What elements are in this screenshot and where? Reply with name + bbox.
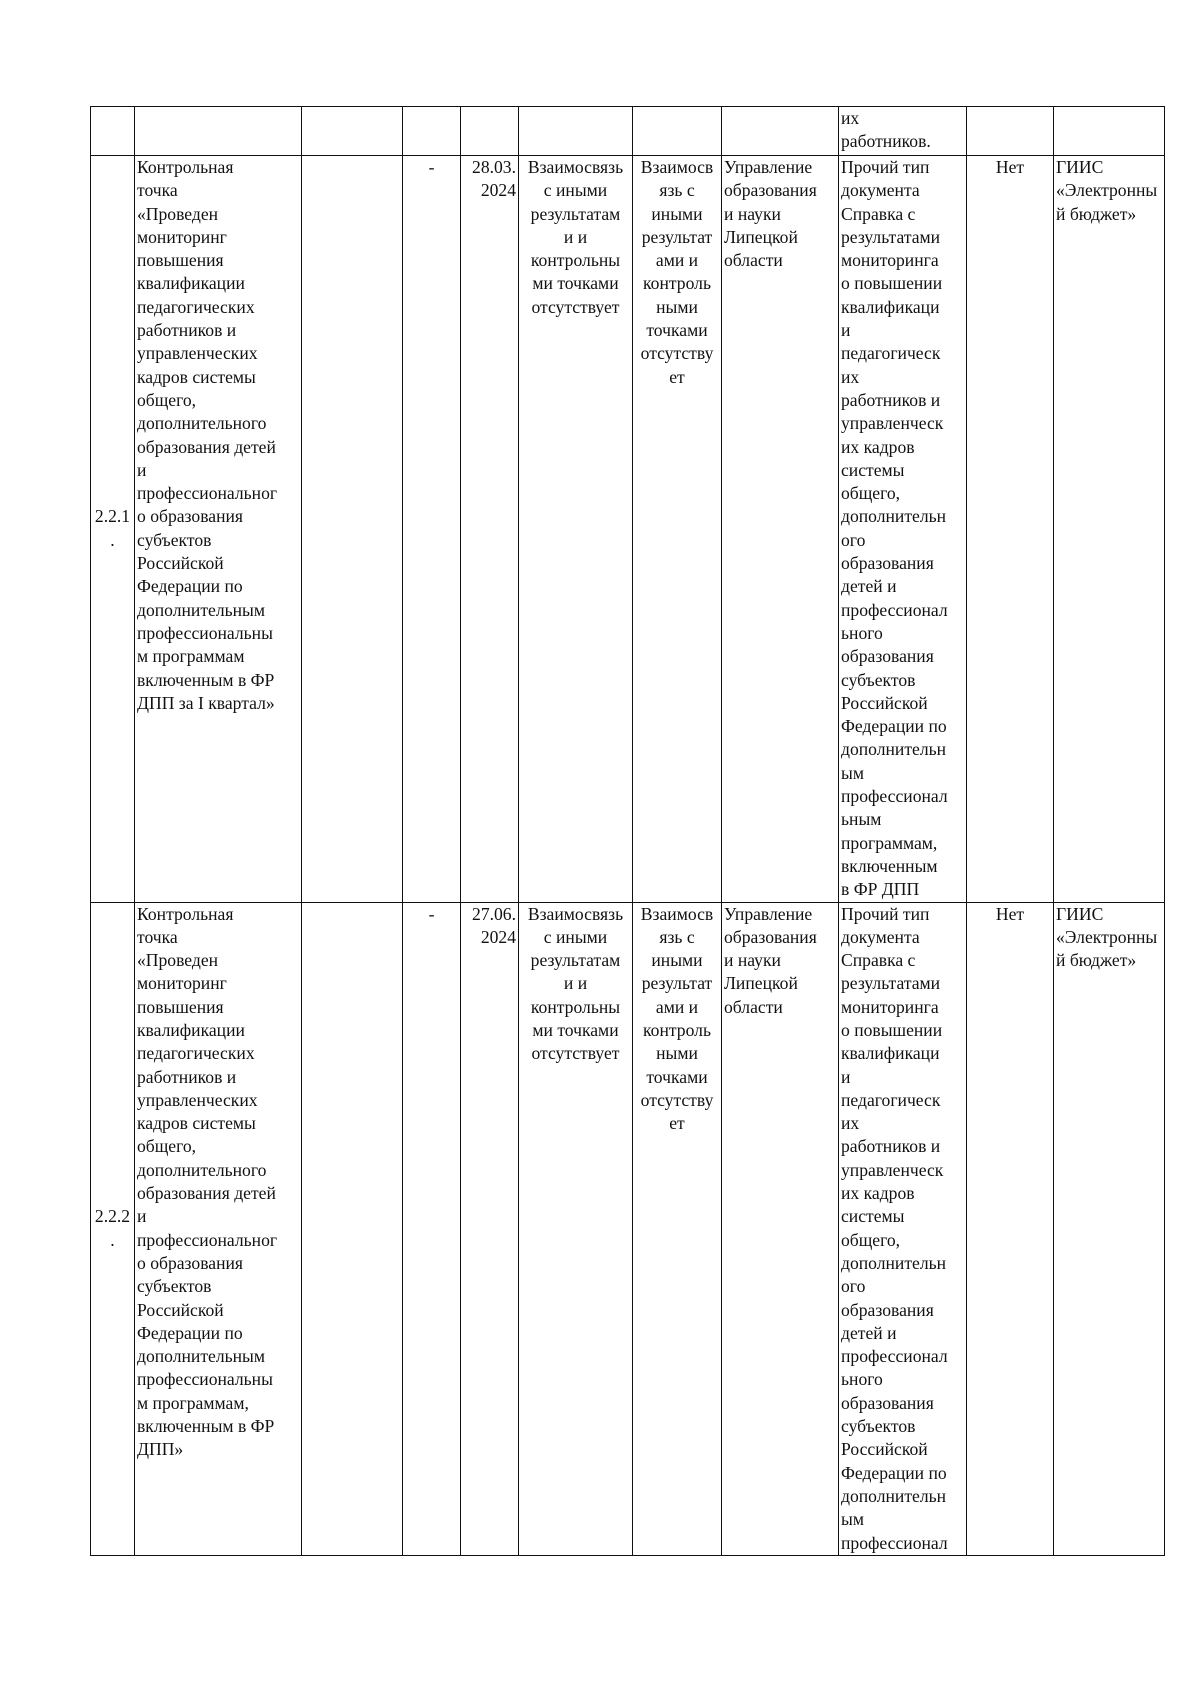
row-name: Контрольная точка «Проведен мониторинг повышения квалификации педагогических работников и управленческих кадров системы общего, дополнительного образования детей и профессиональног о образования субъектов Российской Федерации по дополнительным профессиональны м программам включенным в ФР ДПП за I квартал» [135, 156, 302, 903]
cell-link-points [633, 107, 722, 156]
cell-number [91, 107, 135, 156]
row-document: Прочий тип документа Справка с результатами мониторинга о повышении квалификаци и педагогическ их работников и управленческ их кадров системы общего, дополнительн ого образования детей и профессионал ьного образования субъектов Российской Федерации по дополнительн ым профессионал [839, 902, 967, 1555]
control-points-table [90, 106, 1165, 1556]
table-row [91, 902, 1165, 1555]
row-flag: Нет [967, 902, 1054, 1555]
row-link-results: Взаимосвязь с иными результатам и и контрольны ми точками отсутствует [519, 902, 633, 1555]
row-number: 2.2.2 . [91, 902, 135, 1555]
row-responsible: Управление образования и науки Липецкой области [722, 902, 839, 1555]
row-name: Контрольная точка «Проведен мониторинг повышения квалификации педагогических работников и управленческих кадров системы общего, дополнительного образования детей и профессиональног о образования субъектов Российской Федерации по дополнительным профессиональны м программам, включенным в ФР ДПП» [135, 902, 302, 1555]
cell-empty [302, 107, 403, 156]
row-dash: - [403, 156, 461, 903]
cell-dash [403, 107, 461, 156]
table-row-continuation [91, 107, 1165, 156]
row-flag: Нет [967, 156, 1054, 903]
table-row [91, 156, 1165, 903]
cell-responsible [722, 107, 839, 156]
row-number: 2.2.1 . [91, 156, 135, 903]
cell-system [1054, 107, 1165, 156]
row-document: Прочий тип документа Справка с результатами мониторинга о повышении квалификаци и педагогическ их работников и управленческ их кадров системы общего, дополнительн ого образования детей и профессионал ьного образования субъектов Российской Федерации по дополнительн ым профессионал ьным программам, включенным в ФР ДПП [839, 156, 967, 903]
cell-name [135, 107, 302, 156]
cell-flag [967, 107, 1054, 156]
row-dash: - [403, 902, 461, 1555]
row-empty [302, 902, 403, 1555]
row-date: 28.03. 2024 [461, 156, 519, 903]
row-date: 27.06. 2024 [461, 902, 519, 1555]
row-system: ГИИС «Электронны й бюджет» [1054, 902, 1165, 1555]
row-link-results: Взаимосвязь с иными результатам и и контрольны ми точками отсутствует [519, 156, 633, 903]
row-empty [302, 156, 403, 903]
row-link-points: Взаимосв язь с иными результат ами и контроль ными точками отсутству ет [633, 902, 722, 1555]
row-link-points: Взаимосв язь с иными результат ами и контроль ными точками отсутству ет [633, 156, 722, 903]
cell-date [461, 107, 519, 156]
row-responsible: Управление образования и науки Липецкой области [722, 156, 839, 903]
row-system: ГИИС «Электронны й бюджет» [1054, 156, 1165, 903]
cell-document: их работников. [839, 107, 967, 156]
cell-link-results [519, 107, 633, 156]
